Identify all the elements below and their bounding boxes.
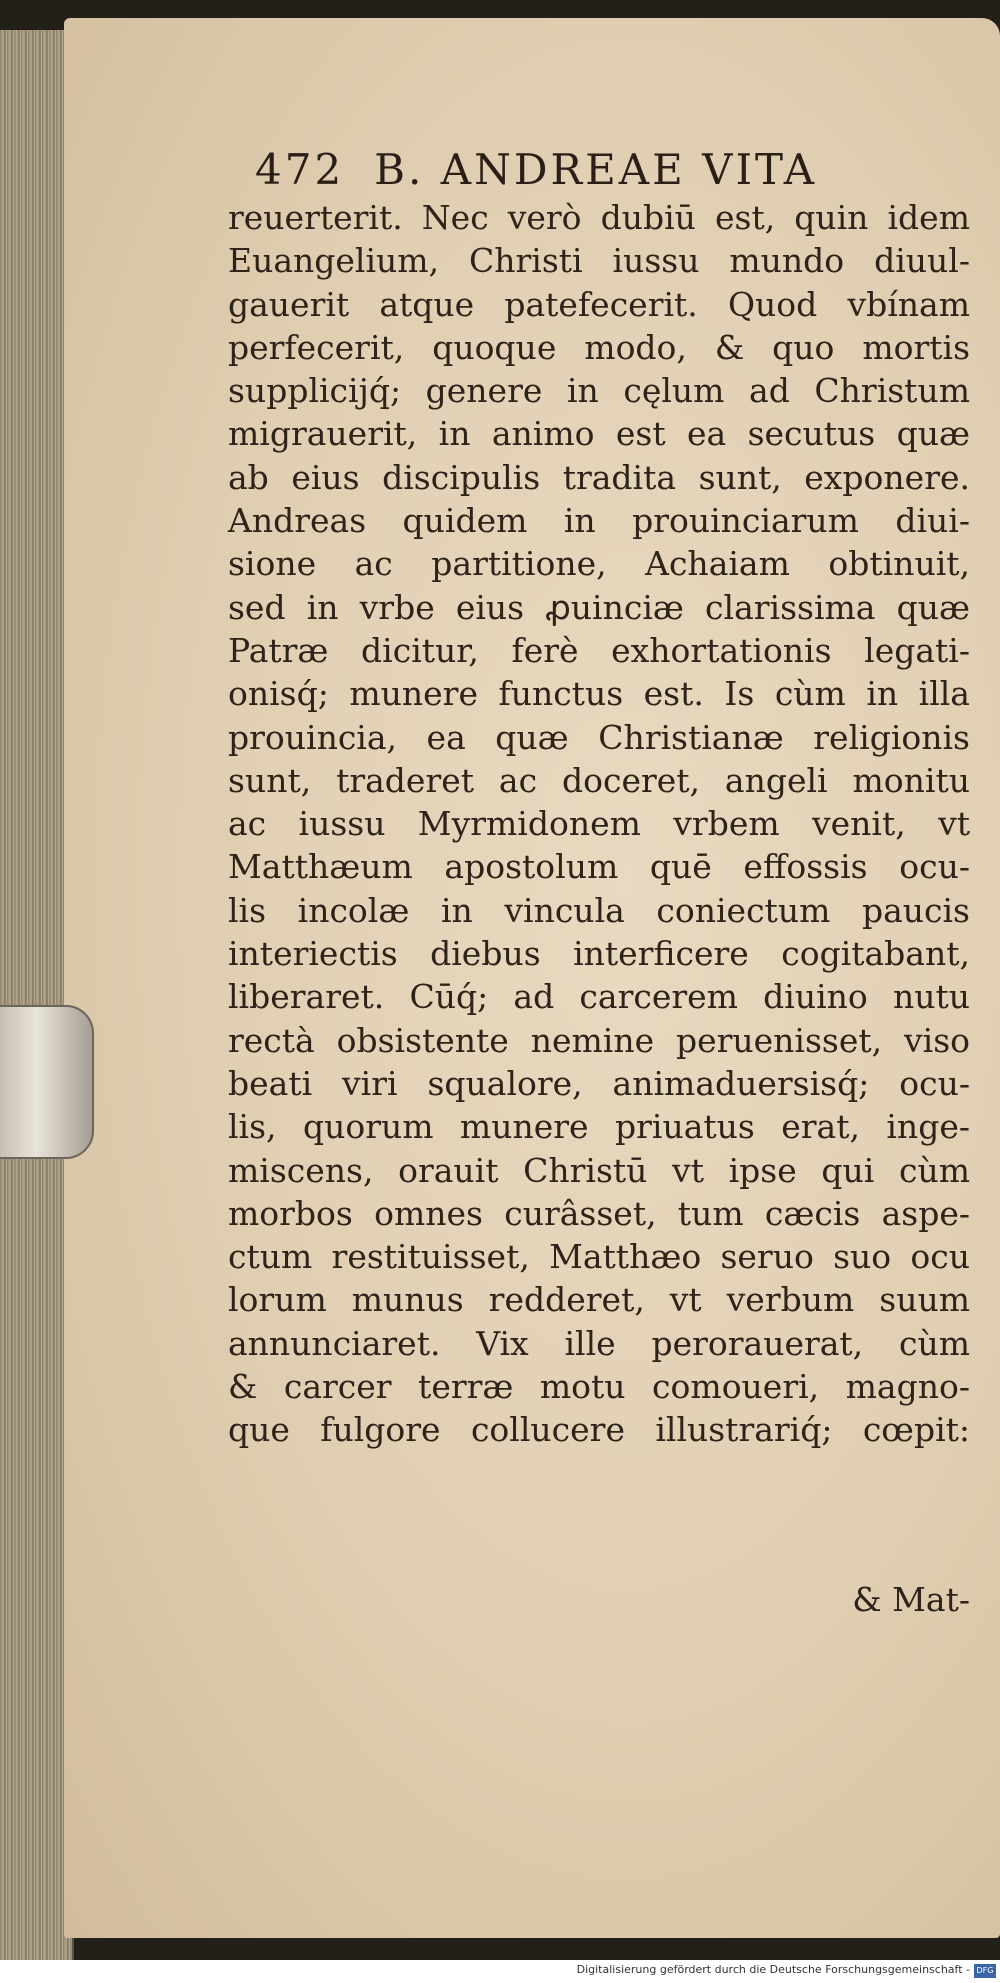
text-line: migrauerit, in animo est ea secutus quæ (228, 414, 970, 454)
text-line: miscens, orauit Christū vt ipse qui cùm (228, 1150, 970, 1190)
text-line: liberaret. Cūq́; ad carcerem diuino nutu (228, 977, 970, 1017)
text-line: rectà obsistente nemine peruenisset, viso (228, 1020, 970, 1060)
text-line: ab eius discipulis tradita sunt, exponere. (228, 457, 970, 497)
body-text (228, 196, 970, 1452)
text-line: que fulgore collucere illustrariq́; cœpit: (228, 1410, 970, 1450)
text-line: ctum restituisset, Matthæo seruo suo ocu (228, 1237, 970, 1277)
dfg-logo: DFG (974, 1964, 996, 1978)
text-line: Patræ dicitur, ferè exhortationis legati- (228, 630, 970, 670)
text-line: sione ac partitione, Achaiam obtinuit, (228, 544, 970, 584)
text-line: Matthæum apostolum quē effossis ocu- (228, 847, 970, 887)
text-line: & carcer terræ motu comoueri, magno- (228, 1367, 970, 1407)
text-line: Euangelium, Christi iussu mundo diuul- (228, 241, 970, 281)
footer-bar (0, 1960, 1000, 1983)
text-line: annunciaret. Vix ille perorauerat, cùm (228, 1323, 970, 1363)
text-line: morbos omnes curâsset, tum cæcis aspe- (228, 1193, 970, 1233)
running-header (255, 145, 875, 200)
text-line: Andreas quidem in prouinciarum diui- (228, 501, 970, 541)
page-clip (0, 1005, 94, 1159)
text-line: interiectis diebus interficere cogitabant, (228, 934, 970, 974)
text-line: lis, quorum munere priuatus erat, inge- (228, 1107, 970, 1147)
text-line: gauerit atque patefecerit. Quod vbínam (228, 284, 970, 324)
text-line: sunt, traderet ac doceret, angeli monitu (228, 760, 970, 800)
text-line: onisq́; munere functus est. Is cùm in illa (228, 674, 970, 714)
catchword: & Mat- (852, 1580, 970, 1619)
text-line: lis incolæ in vincula coniectum paucis (228, 890, 970, 930)
text-line: supplicijq́; genere in cęlum ad Christum (228, 371, 970, 411)
footer-credit: Digitalisierung gefördert durch die Deutsche Forschungsgemeinschaft - (576, 1963, 970, 1976)
text-line: beati viri squalore, animaduersisq́; ocu- (228, 1063, 970, 1103)
text-line: sed in vrbe eius ꝓuinciæ clarissima quæ (228, 587, 970, 627)
running-title: B. ANDREAE VITA (374, 145, 818, 194)
text-line: reuerterit. Nec verò dubiū est, quin idem (228, 198, 970, 237)
text-line: prouincia, ea quæ Christianæ religionis (228, 717, 970, 757)
text-line: lorum munus redderet, vt verbum suum (228, 1280, 970, 1320)
page-stack-edge (0, 30, 74, 1960)
text-line: perfecerit, quoque modo, & quo mortis (228, 327, 970, 367)
page-number: 472 (255, 145, 345, 194)
text-line: ac iussu Myrmidonem vrbem venit, vt (228, 804, 970, 844)
